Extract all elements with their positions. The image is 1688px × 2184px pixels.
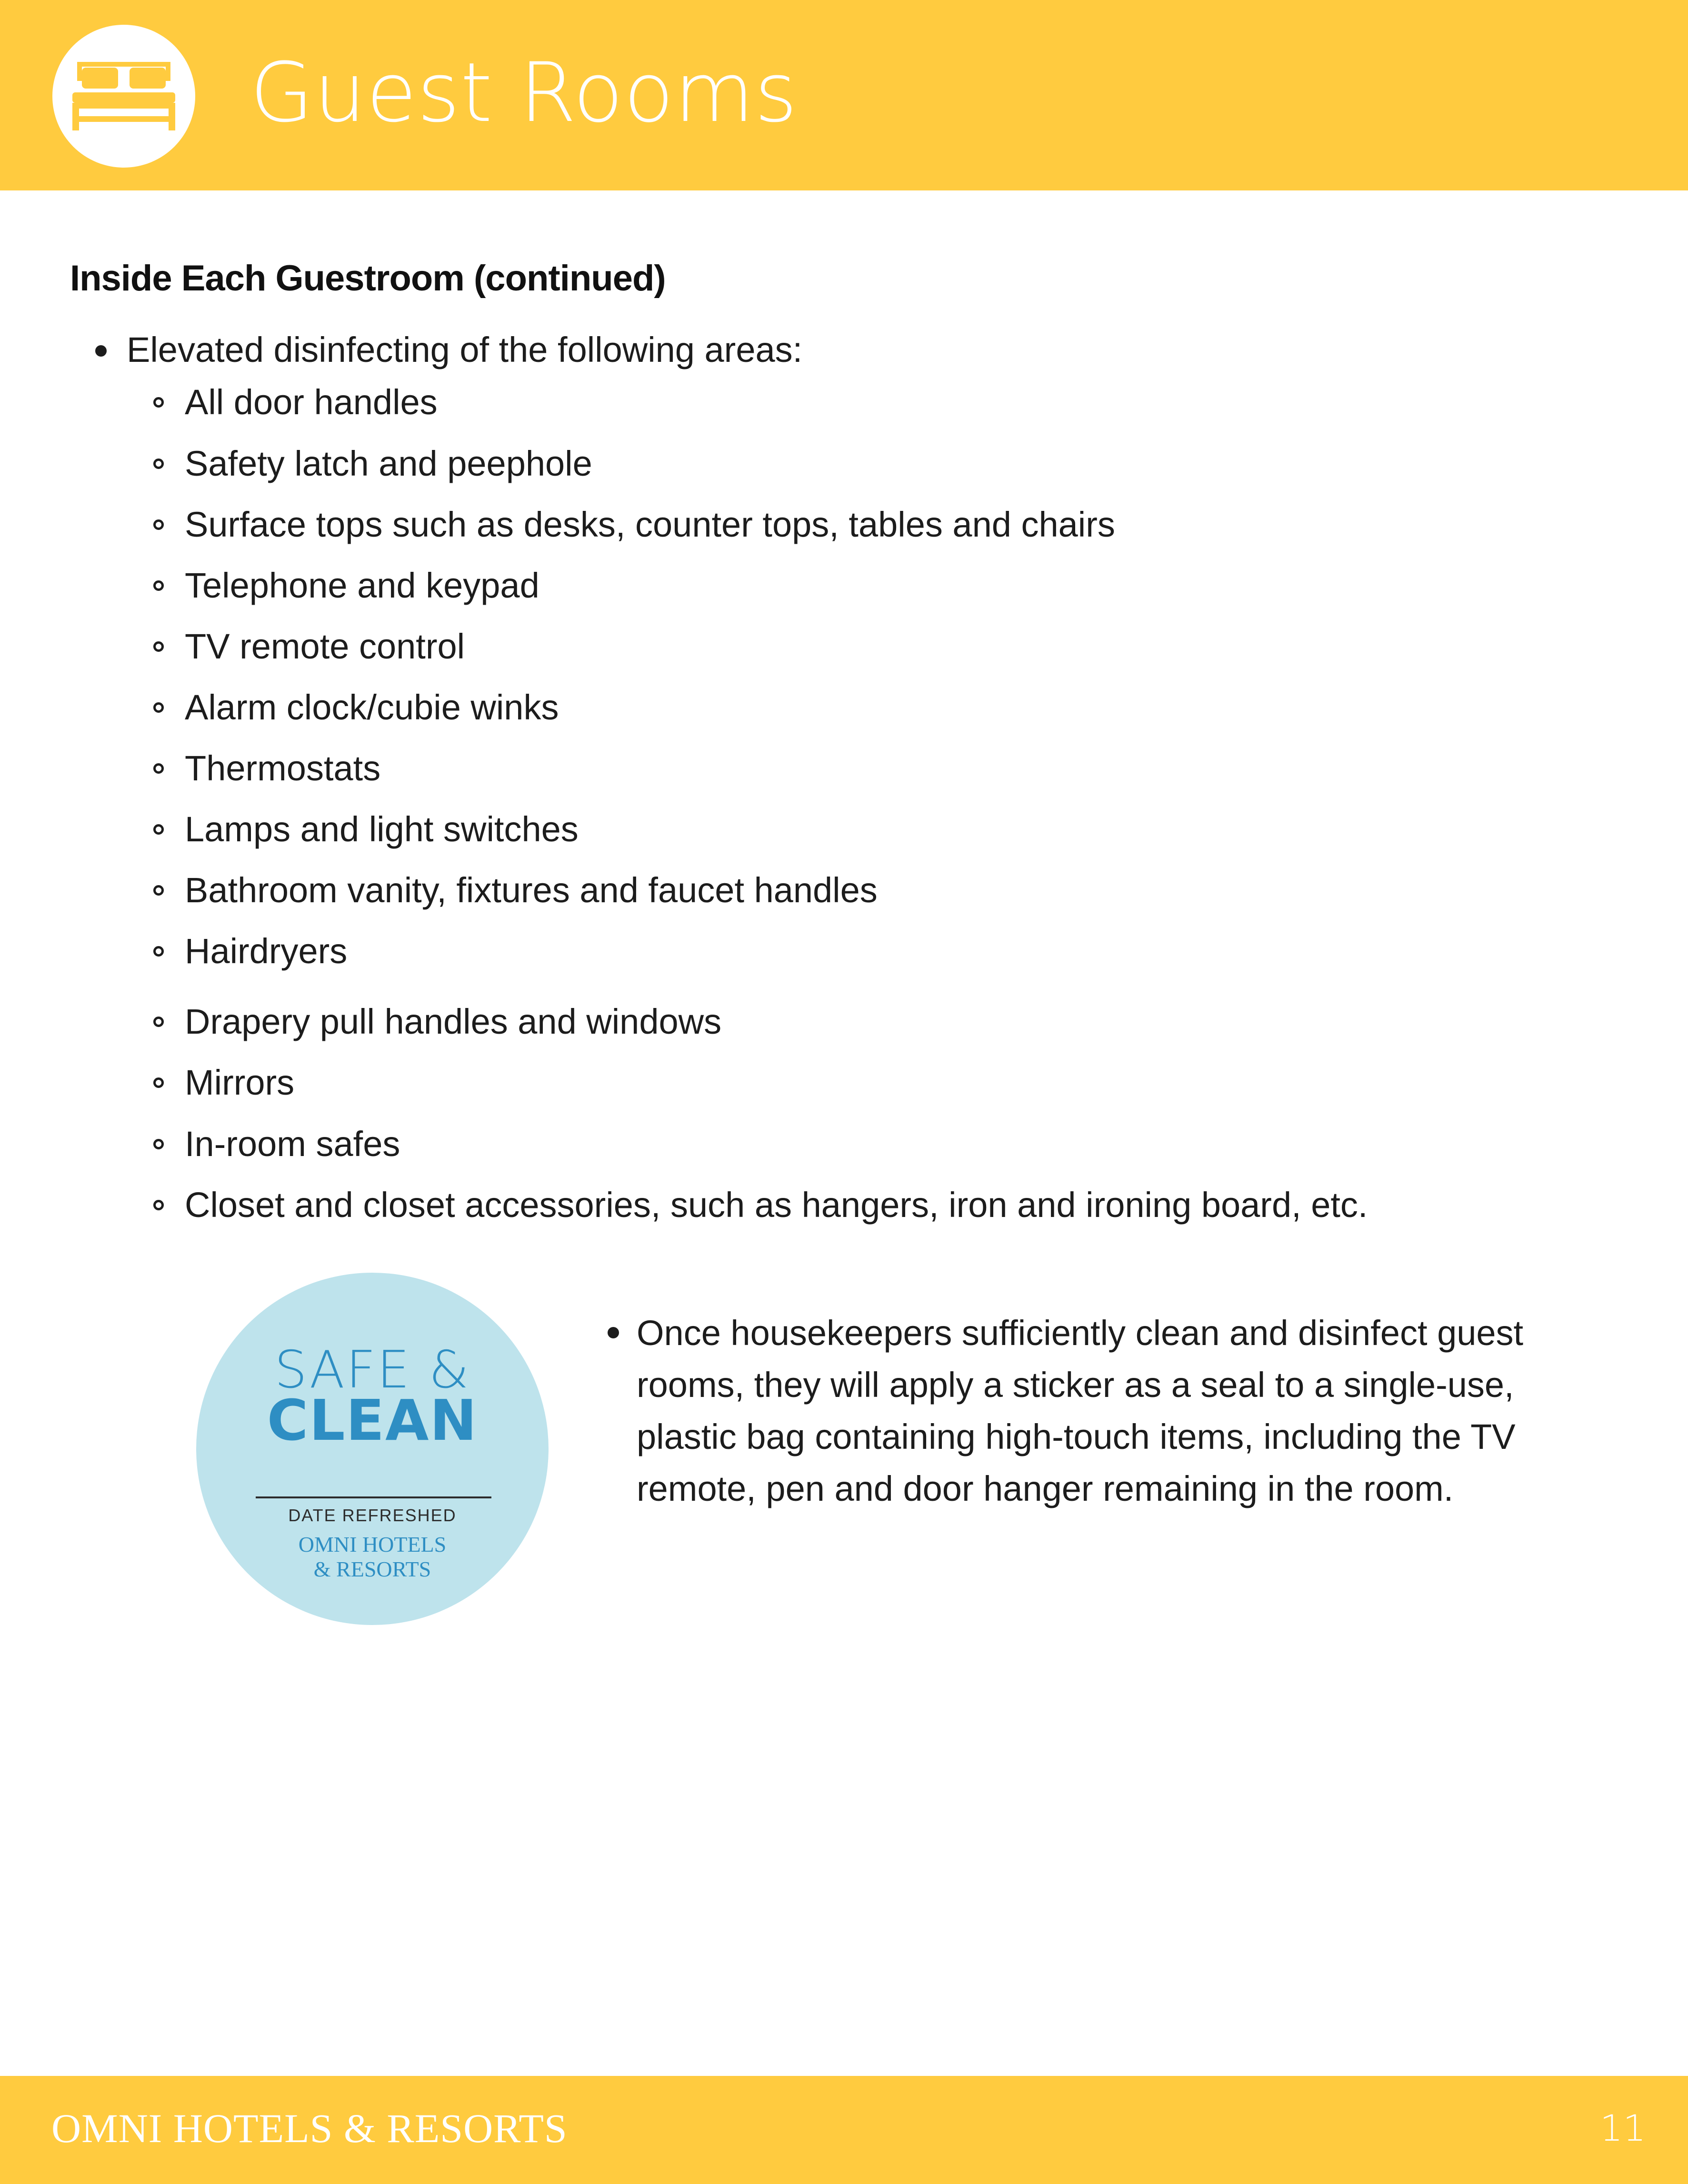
list-bullet-circle	[153, 763, 164, 774]
sticker-brand-line2: & RESORTS	[313, 1557, 431, 1581]
list-bullet-circle	[153, 459, 164, 469]
bullet-dot	[95, 345, 107, 357]
list-item: In-room safes	[185, 1124, 400, 1164]
list-item: TV remote control	[185, 627, 465, 666]
sticker-brand-line1	[196, 1532, 549, 1557]
list-item: Lamps and light switches	[185, 809, 579, 849]
sticker-safe-text: SAFE &	[274, 1340, 470, 1400]
list-bullet-circle	[153, 519, 164, 530]
page-title: Guest Rooms	[250, 45, 798, 140]
sticker-date-line	[256, 1496, 491, 1498]
list-item: Surface tops such as desks, counter tops, tables and chairs	[185, 505, 1115, 544]
omni-logo-text: OMNI HOTELS & RESORTS	[51, 2105, 568, 2151]
list-item: Hairdryers	[185, 931, 348, 971]
list-item: Closet and closet accessories, such as hangers, iron and ironing board, etc.	[185, 1185, 1368, 1225]
list-bullet-circle	[153, 1139, 164, 1149]
list-bullet-circle	[153, 1077, 164, 1088]
list-bullet-circle	[153, 641, 164, 652]
list-item: Safety latch and peephole	[185, 444, 592, 483]
bullet-dot	[608, 1327, 619, 1338]
omni-logo	[51, 2102, 568, 2154]
list-item: Thermostats	[185, 748, 381, 788]
bed-icon	[52, 25, 195, 168]
safe-clean-sticker	[196, 1273, 549, 1625]
sticker-paragraph: Once housekeepers sufficiently clean and disinfect guest rooms, they will apply a sticker as a seal to a single-use, plastic bag containing high-touch items, including the TV remote, pen and door hanger remaining in the room.	[637, 1313, 1524, 1508]
list-bullet-circle	[153, 1200, 164, 1210]
section-heading: Inside Each Guestroom (continued)	[70, 258, 666, 299]
list-item: Mirrors	[185, 1063, 295, 1102]
list-item: Alarm clock/cubie winks	[185, 688, 559, 727]
list-bullet-circle	[153, 824, 164, 835]
list-item: Bathroom vanity, fixtures and faucet handles	[185, 870, 878, 910]
list-bullet-circle	[153, 397, 164, 408]
list-bullet-circle	[153, 1017, 164, 1027]
main-bullet-text: Elevated disinfecting of the following areas:	[127, 330, 803, 369]
page-number: 11	[1600, 2107, 1646, 2149]
sticker-date-label: DATE REFRESHED	[288, 1506, 457, 1525]
list-item: Drapery pull handles and windows	[185, 1002, 722, 1041]
list-item: All door handles	[185, 382, 438, 422]
sticker-brand-text: OMNI HOTELS	[298, 1532, 447, 1556]
sticker-clean-text: CLEAN	[267, 1387, 478, 1453]
list-bullet-circle	[153, 580, 164, 591]
list-item: Telephone and keypad	[185, 566, 539, 605]
list-bullet-circle	[153, 702, 164, 713]
list-bullet-circle	[153, 885, 164, 896]
list-bullet-circle	[153, 946, 164, 957]
